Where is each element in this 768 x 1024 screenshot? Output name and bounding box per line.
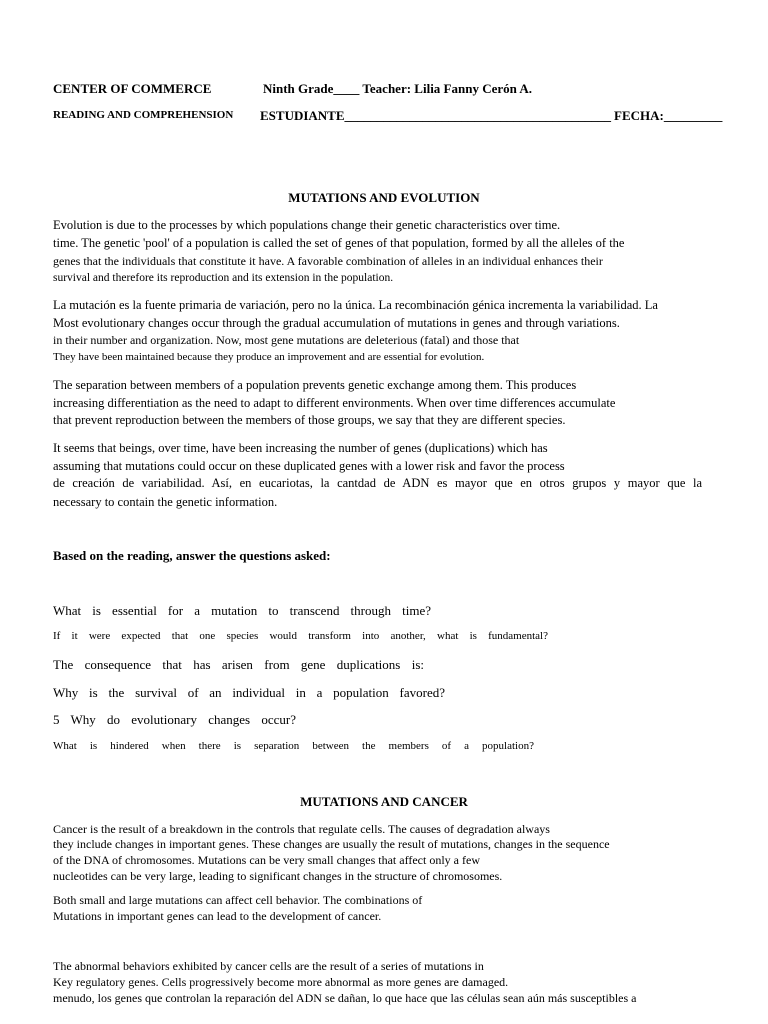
paragraph-line: time. The genetic 'pool' of a population is called the set of genes of that population, formed by all the alleles of the [53,236,625,250]
question-item: What is hindered when there is separation between the members of a population? [53,740,534,752]
paragraph-line: in their number and organization. Now, most gene mutations are deleterious (fatal) and those that [53,333,520,347]
paragraph-line: They have been maintained because they produce an improvement and are essential for evolution. [53,351,485,363]
paragraph-line: La mutación es la fuente primaria de variación, pero no la única. La recombinación génica incrementa la variabilidad. La [53,298,658,312]
paragraph-line: The separation between members of a population prevents genetic exchange among them. This produces [53,378,577,392]
paragraph-line: Mutations in important genes can lead to the development of cancer. [53,909,382,923]
paragraph-line: Evolution is due to the processes by which populations change their genetic characteristics over time. [53,218,561,232]
question-item: What is essential for a mutation to transcend through time? [53,603,431,618]
paragraph-line: genes that the individuals that constitute it have. A favorable combination of alleles in an individual enhances their [53,254,603,268]
paragraph-line: of the DNA of chromosomes. Mutations can be very small changes that affect only a few [53,853,480,867]
paragraph-line: survival and therefore its reproduction and its extension in the population. [53,272,394,284]
student-field: ESTUDIANTE_________________________________________ [260,108,612,123]
section-title-cancer: MUTATIONS AND CANCER [300,794,468,809]
section-title-evolution: MUTATIONS AND EVOLUTION [288,190,480,205]
grade-teacher: Ninth Grade____ Teacher: Lilia Fanny Cerón A. [263,81,533,96]
paragraph-line: It seems that beings, over time, have been increasing the number of genes (duplications) which has [53,441,548,455]
paragraph-line: The abnormal behaviors exhibited by cancer cells are the result of a series of mutations in [53,959,484,973]
paragraph-line: they include changes in important genes. These changes are usually the result of mutations, changes in the sequence [53,837,610,851]
paragraph-line: assuming that mutations could occur on these duplicated genes with a lower risk and favor the process [53,459,565,473]
question-item: If it were expected that one species would transform into another, what is fundamental? [53,630,548,642]
paragraph-line: increasing differentiation as the need to adapt to different environments. When over time differences accumulate [53,396,616,410]
paragraph-line: Both small and large mutations can affect cell behavior. The combinations of [53,893,423,907]
paragraph-line: Key regulatory genes. Cells progressively become more abnormal as more genes are damaged. [53,975,509,989]
paragraph-line: de creación de variabilidad. Así, en eucariotas, la cantdad de ADN es mayor que en otros grupos y mayor que la [53,476,702,490]
subject-label: READING AND COMPREHENSION [53,109,234,121]
question-item: Why is the survival of an individual in a population favored? [53,685,445,700]
paragraph-line: Cancer is the result of a breakdown in the controls that regulate cells. The causes of degradation always [53,822,550,836]
questions-intro: Based on the reading, answer the questions asked: [53,548,331,563]
school-name: CENTER OF COMMERCE [53,81,212,96]
paragraph-line: that prevent reproduction between the members of those groups, we say that they are different species. [53,413,566,427]
paragraph-line: necessary to contain the genetic information. [53,495,278,509]
question-item: The consequence that has arisen from gene duplications is: [53,657,424,672]
paragraph-line: nucleotides can be very large, leading to significant changes in the structure of chromosomes. [53,869,503,883]
question-item: 5 Why do evolutionary changes occur? [53,712,296,727]
paragraph-line: menudo, los genes que controlan la reparación del ADN se dañan, lo que hace que las células sean aún más susceptibles a [53,991,637,1005]
paragraph-line: Most evolutionary changes occur through the gradual accumulation of mutations in genes and through variations. [53,316,620,330]
date-field: FECHA:_________ [614,108,723,123]
